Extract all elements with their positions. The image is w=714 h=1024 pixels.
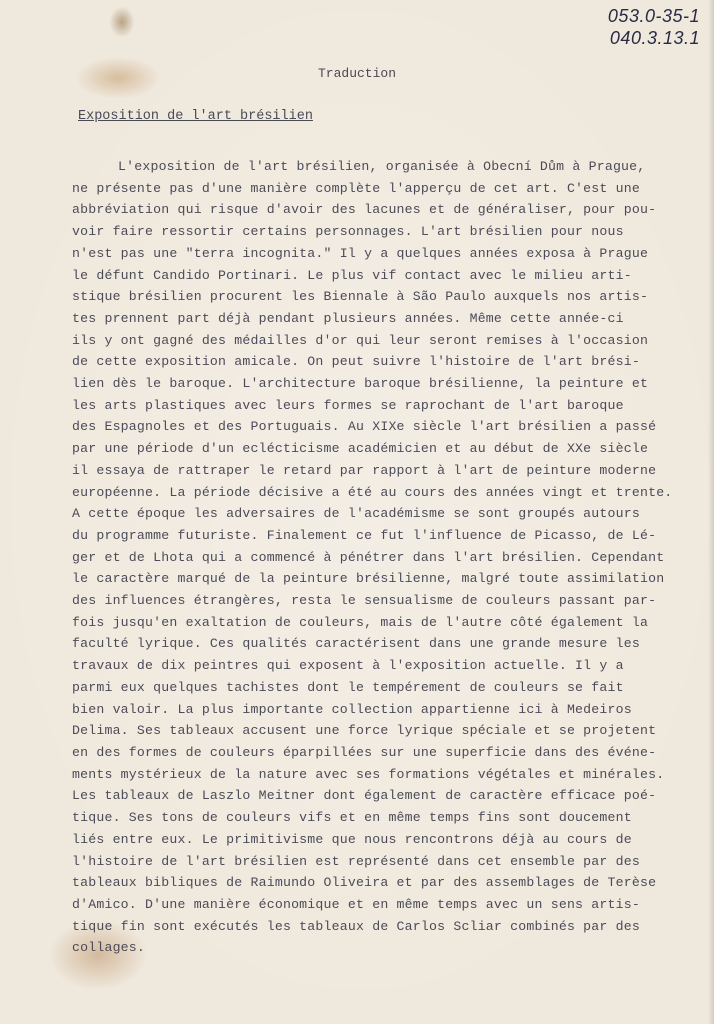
text-line: par une période d'un eclécticisme académicien et au début de XXe siècle xyxy=(72,441,649,457)
text-line: des Espagnoles et des Portuguais. Au XIXe siècle l'art brésilien a passé xyxy=(72,419,657,435)
text-line: parmi eux quelques tachistes dont le tempérement de couleurs se fait xyxy=(72,679,624,695)
document-heading: Traduction xyxy=(317,66,396,81)
text-line: collages. xyxy=(72,940,146,956)
text-line: n'est pas une "terra incognita." Il y a quelques années exposa à Prague xyxy=(72,245,649,261)
text-line: le caractère marqué de la peinture brésilienne, malgré toute assimilation xyxy=(72,571,665,587)
text-line: tes prennent part déjà pendant plusieurs années. Même cette année-ci xyxy=(72,310,624,326)
text-line: ments mystérieux de la nature avec ses formations végétales et minérales. xyxy=(72,766,665,782)
text-line: L'exposition de l'art brésilien, organisée à Obecní Dům à Prague, xyxy=(118,159,646,174)
text-line: ils y ont gagné des médailles d'or qui leur seront remises à l'occasion xyxy=(72,332,649,348)
text-line: travaux de dix peintres qui exposent à l'exposition actuelle. Il y a xyxy=(72,658,624,674)
text-line: liés entre eux. Le primitivisme que nous rencontrons déjà au cours de xyxy=(72,831,632,847)
text-line: des influences étrangères, resta le sensualisme de couleurs passant par- xyxy=(72,593,657,609)
text-line: stique brésilien procurent les Biennale à São Paulo auxquels nos artis- xyxy=(72,289,649,305)
text-line: ger et de Lhota qui a commencé à pénétrer dans l'art brésilien. Cependant xyxy=(72,549,665,565)
text-line: tique. Ses tons de couleurs vifs et en même temps fins sont doucement xyxy=(72,810,632,826)
text-line: abbréviation qui risque d'avoir des lacunes et de généraliser, pour pou- xyxy=(72,202,657,218)
text-line: fois jusqu'en exaltation de couleurs, mais de l'autre côté également la xyxy=(72,614,649,630)
text-line: voir faire ressortir certains personnages. L'art brésilien pour nous xyxy=(72,224,624,240)
document-subtitle: Exposition de l'art brésilien xyxy=(78,109,313,124)
text-line: le défunt Candido Portinari. Le plus vif contact avec le milieu arti- xyxy=(72,267,632,283)
text-line: tique fin sont exécutés les tableaux de Carlos Scliar combinés par des xyxy=(72,918,640,934)
text-line: il essaya de rattraper le retard par rapport à l'art de peinture moderne xyxy=(72,462,657,478)
text-line: d'Amico. D'une manière économique et en même temps avec un sens artis- xyxy=(72,896,640,912)
text-line: bien valoir. La plus importante collection appartienne ici à Medeiros xyxy=(72,701,632,717)
text-line: de cette exposition amicale. On peut suivre l'histoire de l'art brési- xyxy=(72,354,640,370)
text-line: Delima. Ses tableaux accusent une force lyrique spéciale et se projetent xyxy=(72,723,657,739)
text-line: A cette époque les adversaires de l'académisme se sont groupés autours xyxy=(72,506,640,522)
text-line: lien dès le baroque. L'architecture baroque brésilienne, la peinture et xyxy=(72,376,649,392)
reference-number: 040.3.13.1 xyxy=(609,28,700,48)
text-line: l'histoire de l'art brésilien est représenté dans cet ensemble par des xyxy=(72,853,640,869)
text-line: européenne. La période décisive a été au cours des années vingt et trente. xyxy=(72,484,673,500)
text-line: en des formes de couleurs éparpillées sur une superficie dans des événe- xyxy=(72,744,657,760)
text-line: du programme futuriste. Finalement ce fut l'influence de Picasso, de Lé- xyxy=(72,527,657,543)
text-line: ne présente pas d'une manière complète l'apperçu de cet art. C'est une xyxy=(72,180,640,196)
text-line: faculté lyrique. Ces qualités caractérisent dans une grande mesure les xyxy=(72,636,640,652)
text-line: tableaux bibliques de Raimundo Oliveira et par des assemblages de Terèse xyxy=(72,875,657,891)
text-line: les arts plastiques avec leurs formes se raprochant de l'art baroque xyxy=(72,397,624,413)
body-text xyxy=(72,156,702,959)
reference-number: 053.0-35-1 xyxy=(607,6,700,26)
text-line: Les tableaux de Laszlo Meitner dont également de caractère efficace poé- xyxy=(72,788,657,804)
